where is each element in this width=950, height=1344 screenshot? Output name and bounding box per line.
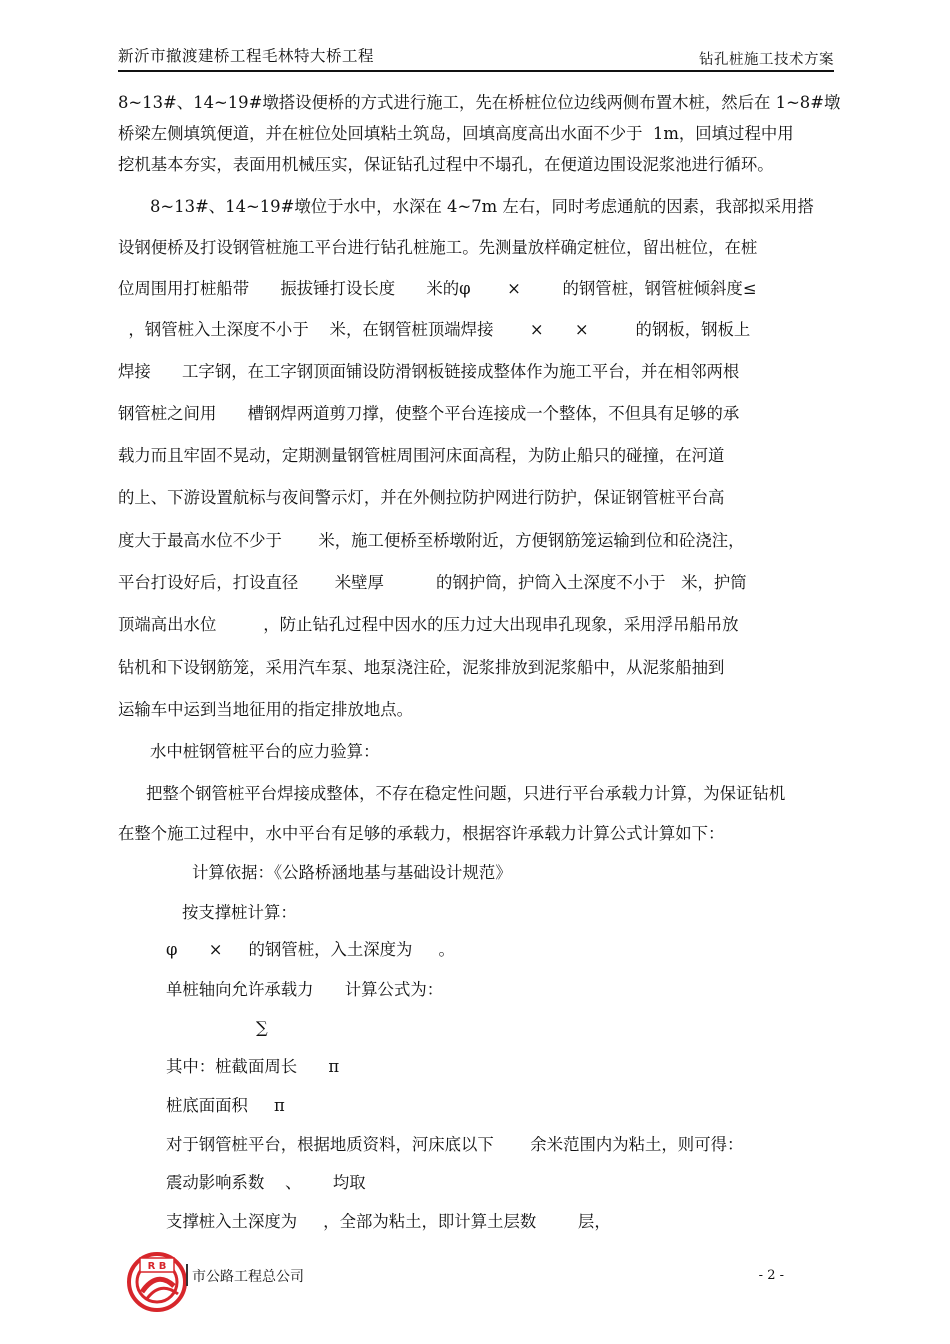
page-header <box>118 44 834 70</box>
body-line: 其中：桩截面周长 π <box>166 1057 340 1076</box>
section-heading: 水中桩钢管桩平台的应力验算： <box>150 742 380 761</box>
body-line: 对于钢管桩平台，根据地质资料，河床底以下 余米范围内为粘土，则可得： <box>166 1135 744 1154</box>
page-footer <box>118 1246 834 1326</box>
footer-divider <box>186 1264 188 1286</box>
body-line: 8~13#、14~19#墩搭设便桥的方式进行施工，先在桥桩位位边线两侧布置木桩，然后在 1~8#墩 <box>118 93 841 112</box>
body-line: 载力而且牢固不晃动，定期测量钢管桩周围河床面高程，为防止船只的碰撞，在河道 <box>118 446 725 465</box>
body-line: 设钢便桥及打设钢管桩施工平台进行钻孔桩施工。先测量放样确定桩位，留出桩位，在桩 <box>118 238 758 257</box>
body-line: 度大于最高水位不少于 米，施工便桥至桥墩附近，方便钢筋笼运输到位和砼浇注， <box>118 531 745 550</box>
header-document-title: 钻孔桩施工技术方案 <box>699 52 834 68</box>
body-line: 的上、下游设置航标与夜间警示灯，并在外侧拉防护网进行防护，保证钢管桩平台高 <box>118 488 725 507</box>
body-line: 运输车中运到当地征用的指定排放地点。 <box>118 700 414 719</box>
body-line: φ × 的钢管桩，入土深度为 。 <box>166 940 455 959</box>
footer-company-name: 市公路工程总公司 <box>192 1269 304 1285</box>
body-line: 钢管桩之间用 槽钢焊两道剪刀撑，使整个平台连接成一个整体，不但具有足够的承 <box>118 404 740 423</box>
body-line: 震动影响系数 、 均取 <box>166 1173 366 1192</box>
body-line: 8~13#、14~19#墩位于水中，水深在 4~7m 左右，同时考虑通航的因素，我部拟采用搭 <box>150 197 814 216</box>
header-project-title: 新沂市撤渡建桥工程毛林特大桥工程 <box>118 47 375 65</box>
body-line: 挖机基本夯实，表面用机械压实，保证钻孔过程中不塌孔，在便道边围设泥浆池进行循环。 <box>118 155 774 174</box>
body-line: 焊接 工字钢，在工字钢顶面铺设防滑钢板链接成整体作为施工平台，并在相邻两根 <box>118 362 740 381</box>
page-number: - 2 - <box>758 1268 784 1283</box>
body-line: 支撑桩入土深度为 ，全部为粘土，即计算土层数 层， <box>166 1212 611 1231</box>
body-line: 单桩轴向允许承载力 计算公式为： <box>166 980 444 999</box>
body-line: 桩底面面积 π <box>166 1096 285 1115</box>
body-line: 平台打设好后，打设直径 米壁厚 的钢护筒，护筒入土深度不小于 米，护筒 <box>118 573 747 592</box>
body-line: 按支撑桩计算： <box>182 903 297 922</box>
body-line: 在整个施工过程中，水中平台有足够的承载力，根据容许承载力计算公式计算如下： <box>118 824 725 843</box>
body-line: 顶端高出水位 ，防止钻孔过程中因水的压力过大出现串孔现象，采用浮吊船吊放 <box>118 615 739 634</box>
body-line: 计算依据：《公路桥涵地基与基础设计规范》 <box>192 863 512 882</box>
logo-lettering: R B <box>147 1261 167 1272</box>
body-line: 钻机和下设钢筋笼，采用汽车泵、地泵浇注砼，泥浆排放到泥浆船中，从泥浆船抽到 <box>118 658 725 677</box>
header-rule <box>118 70 834 72</box>
body-line: 把整个钢管桩平台焊接成整体，不存在稳定性问题，只进行平台承载力计算，为保证钻机 <box>146 784 786 803</box>
body-line: ，钢管桩入土深度不小于 米，在钢管桩顶端焊接 × × 的钢板，钢板上 <box>118 320 751 339</box>
company-logo <box>126 1246 188 1316</box>
body-line: 桥梁左侧填筑便道，并在桩位处回填粘土筑岛，回填高度高出水面不少于 1m，回填过程中用 <box>118 124 794 143</box>
body-line: 位周围用打桩船带 振拔锤打设长度 米的φ × 的钢管桩，钢管桩倾斜度≤ <box>118 279 757 298</box>
formula-sum-symbol: ∑ <box>256 1018 268 1037</box>
